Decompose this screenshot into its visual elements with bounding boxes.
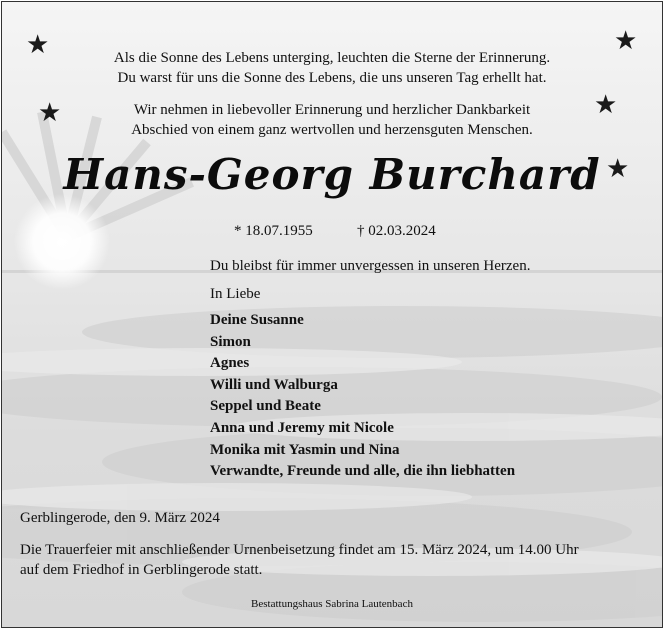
mourner-name: Simon — [210, 333, 251, 350]
sun-icon — [14, 194, 110, 290]
intro-line-3: Wir nehmen in liebevoller Erinnerung und herzlicher Dankbarkeit — [133, 102, 531, 118]
mourners-list — [210, 310, 515, 483]
star-icon: ★ — [26, 30, 50, 60]
funeral-info-line-2: auf dem Friedhof in Gerblingerode statt. — [20, 562, 263, 578]
birth-date: * 18.07.1955 — [234, 223, 313, 239]
star-icon: ★ — [606, 154, 630, 184]
mourner-name: Willi und Walburga — [210, 376, 338, 393]
memorial-message: Du bleibst für immer unvergessen in unseren Herzen. — [210, 258, 531, 274]
death-date: † 02.03.2024 — [357, 223, 436, 239]
mourner-name: Anna und Jeremy mit Nicole — [210, 419, 394, 436]
deceased-name: Hans-Georg Burchard — [63, 150, 601, 199]
mourner-name: Deine Susanne — [210, 312, 304, 328]
mourner-name: Seppel und Beate — [210, 398, 321, 415]
intro-line-1: Als die Sonne des Lebens unterging, leuchten die Sterne der Erinnerung. — [113, 50, 551, 66]
star-icon: ★ — [38, 98, 62, 128]
star-icon: ★ — [594, 90, 618, 120]
mourner-name: Agnes — [210, 355, 250, 372]
undertaker: Bestattungshaus Sabrina Lautenbach — [251, 598, 413, 610]
funeral-info-line-1: Die Trauerfeier mit anschließender Urnenbeisetzung findet am 15. März 2024, um 14.00 Uhr — [20, 542, 579, 558]
place-date: Gerblingerode, den 9. März 2024 — [20, 510, 220, 526]
obituary-notice — [1, 1, 663, 628]
intro-line-2: Du warst für uns die Sonne des Lebens, die uns unseren Tag erhellt hat. — [117, 70, 547, 86]
in-love-label: In Liebe — [210, 286, 261, 302]
intro-line-4: Abschied von einem ganz wertvollen und herzensguten Menschen. — [131, 122, 533, 138]
mourner-name: Verwandte, Freunde und alle, die ihn liebhatten — [210, 463, 516, 480]
star-icon: ★ — [614, 26, 638, 56]
mourner-name: Monika mit Yasmin und Nina — [210, 441, 400, 458]
